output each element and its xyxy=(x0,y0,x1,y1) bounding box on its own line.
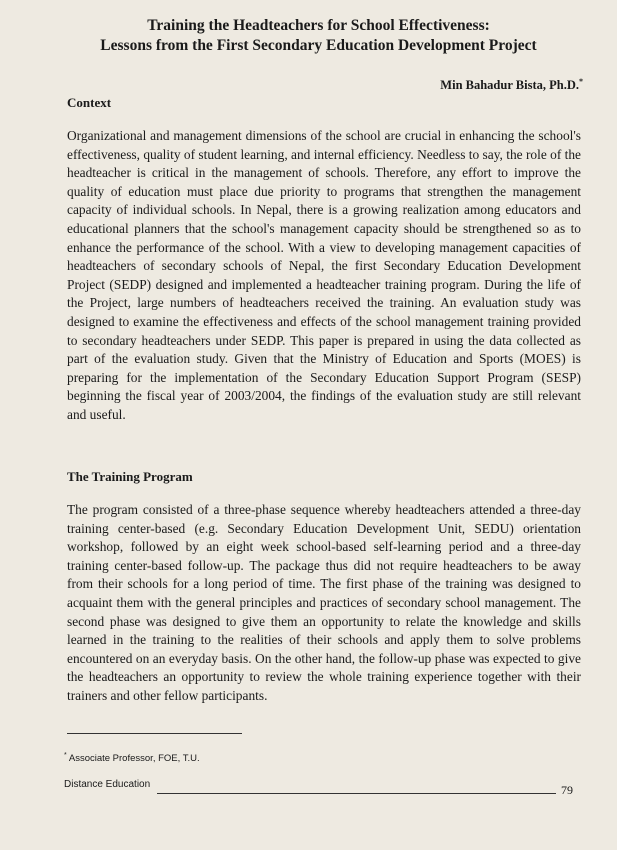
footnote xyxy=(64,752,200,764)
author-byline xyxy=(440,77,583,93)
article-title-line-2: Lessons from the First Secondary Education Development Project xyxy=(100,37,537,54)
article-title xyxy=(40,16,597,56)
article-title-line-1: Training the Headteachers for School Effectiveness: xyxy=(147,17,490,34)
author-footnote-marker: * xyxy=(579,77,583,86)
section-heading-training-program: The Training Program xyxy=(67,469,193,484)
context-paragraph: Organizational and management dimensions of the school are crucial in enhancing the school's effectiveness, quality of student learning, and internal efficiency. Needless to say, the role of the headteacher is critical in the management of schools. Therefore, any effort to improve the quality of education must place due priority to programs that strengthen the management capacity of individual schools. In Nepal, there is a growing realization among educators and educational planners that the school's management capacity should be strengthened so as to enhance the performance of the school. With a view to developing management capacities of headteachers of secondary schools of Nepal, the first Secondary Education Development Project (SEDP) designed and implemented a headteacher training program. During the life of the Project, large numbers of headteachers received the training. An evaluation study was designed to examine the effectiveness and effects of the school management training provided to secondary headteachers under SEDP. This paper is prepared in using the data collected as part of the evaluation study. Given that the Ministry of Education and Sports (MOES) is preparing for the implementation of the Secondary Education Support Program (SESP) beginning the fiscal year of 2003/2004, the findings of the evaluation study are still relevant and useful. xyxy=(67,128,581,422)
training-program-paragraph: The program consisted of a three-phase sequence whereby headteachers attended a three-day training center-based (e.g. Secondary Education Development Unit, SEDU) orientation workshop, followed by an eight week school-based self-learning period and a three-day training center-based follow-up. The package thus did not require headteachers to be away from their schools for a long period of time. The first phase of the training was designed to acquaint them with the general principles and practices of secondary school management. The second phase was designed to give them an opportunity to relate the knowledge and skills learned in the training to the realities of their schools and apply them to solve problems encountered on an everyday basis. On the other hand, the follow-up phase was expected to give the headteachers an opportunity to review the whole training experience together with their trainers and other fellow participants. xyxy=(67,502,581,703)
footnote-marker: * xyxy=(64,752,67,759)
journal-name: Distance Education xyxy=(64,779,151,790)
footnote-divider xyxy=(67,733,242,734)
footnote-text: Associate Professor, FOE, T.U. xyxy=(68,753,200,765)
section-heading-context: Context xyxy=(67,95,112,110)
footer-rule xyxy=(157,793,556,794)
page-number: 79 xyxy=(561,783,573,797)
author-name: Min Bahadur Bista, Ph.D. xyxy=(440,78,579,93)
